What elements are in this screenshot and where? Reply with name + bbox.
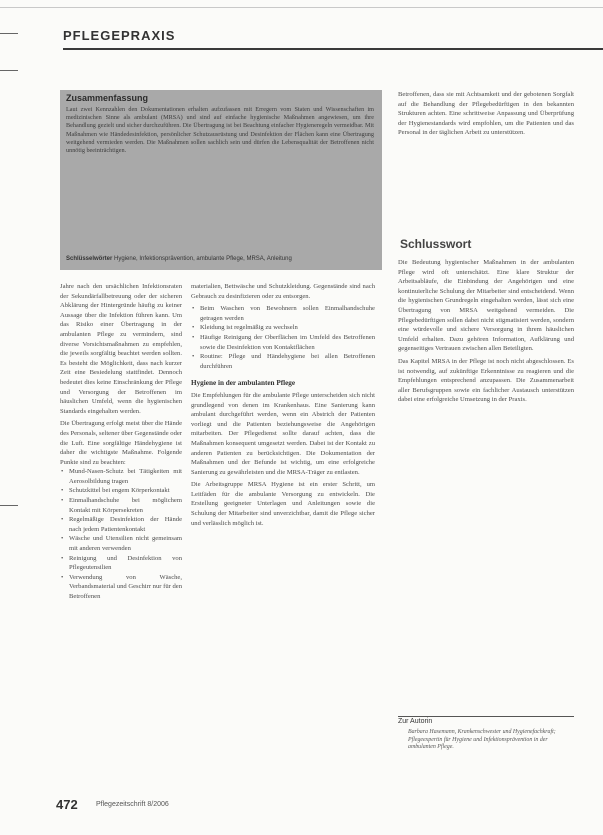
paragraph: Die Empfehlungen für die ambulante Pflege unterscheiden sich nicht grundlegend von denen im Krankenhaus. Eine Sanierung kann ambulant durchgeführt werden, wenn ein Abstrich der Patienten vorliegt und die Patienten beziehungsweise die Angehörigen mitarbeiten. Der Pflegedienst sollte darauf achten, dass die Maßnahmen konsequent umgesetzt werden. Dabei ist der Kontakt zu anderen Patienten zu berücksichtigen. Die Dokumentation der Maßnahmen und der Befunde ist wichtig, um eine erfolgreiche Sanierung zu gewährleisten und die MRSA-Träger zu entlasten. (191, 391, 375, 476)
journal-footer: Pflegezeitschrift 8/2006 (96, 801, 169, 808)
column-3-top (398, 90, 574, 138)
list-item: • Kleidung ist regelmäßig zu wechseln (200, 323, 375, 333)
list-item: • Mund-Nasen-Schutz bei Tätigkeiten mit Aerosolbildung tragen (69, 467, 182, 486)
summary-keywords (66, 256, 374, 262)
bullet-list (60, 467, 182, 601)
list-item: • Schutzkittel bei engem Körperkontakt (69, 486, 182, 496)
paragraph: Jahre nach den ursächlichen Infektionsraten der Sekundärfallbetreuung oder der sicheren Abklärung der Hintergründe häufig zu keiner Aussage über die Infektion führen kann. Um das Risiko einer Übertragung in der ambulanten Pflege zu vermindern, sind diverse Vorsichtsmaßnahmen zu empfehlen, die jeweils sorgfältig beachtet werden sollten. Es besteht die Möglichkeit, dass nach kurzer Zeit eine Besiedelung stattfindet. Dennoch bedeutet dies keine Einschränkung der Pflege und Versorgung der Betroffenen im häuslichen Umfeld, wenn die hygienischen Standards eingehalten werden. (60, 283, 182, 415)
margin-mark (0, 505, 18, 506)
column-2 (191, 282, 375, 528)
summary-text: Laut zwei Kennzahlen den Dokumentationen erhalten aufzufassen mit Erregern vom Staten und Wissenschaften im medizinischen Sinne als ambulant (MRSA) und sind auf einfache hygienische Maßnahmen angewiesen, um ihre Behandlung gezielt und sicher durchzuführen. Die Übertragung ist bei Beachtung einfacher Hygieneregeln vermeidbar. Mit Maßnahmen wie Händedesinfektion, persönlicher Schutzausrüstung und Desinfektion der Flächen kann eine Übertragung weitgehend vermieden werden. Die Maßnahmen sollen sachlich sein und dürfen die Lebensqualität der Betroffenen nicht unnötig beeinträchtigen. (66, 106, 374, 155)
author-box (398, 716, 574, 805)
paragraph: Betroffenen, dass sie mit Achtsamkeit und der gebotenen Sorgfalt auf die Behandlung der Pflegebedürftigen in den bekannten Strukturen achten. Eine schrittweise Anpassung und Überprüfung der Hygienestandards wird empfohlen, um die Patienten und das Personal in der täglichen Arbeit zu unterstützen. (398, 91, 574, 137)
top-rule (0, 7, 603, 8)
list-item: • Routine: Pflege und Händehygiene bei allen Betroffenen durchführen (200, 352, 375, 371)
list-item: • Verwendung von Wäsche, Verbandsmaterial und Geschirr nur für den Betroffenen (69, 573, 182, 602)
paragraph: Die Bedeutung hygienischer Maßnahmen in der ambulanten Pflege wird oft unterschätzt. Eine klare Struktur der Arbeitsabläufe, die Einbindung der Angehörigen und eine kontinuierliche Schulung der Mitarbeiter sind entscheidend. Wenn die hygienischen Grundregeln eingehalten werden, lässt sich eine Übertragung von MRSA weitgehend vermeiden. Die Pflegebedürftigen sollen dabei nicht stigmatisiert werden, sondern eine würdevolle und sichere Versorgung in ihrem häuslichen Umfeld erhalten. Dazu gehören Information, Aufklärung und gegenseitiges Vertrauen zwischen allen Beteiligten. (398, 259, 574, 353)
keywords-text: Hygiene, Infektionsprävention, ambulante Pflege, MRSA, Anleitung (114, 256, 292, 262)
list-item: • Häufige Reinigung der Oberflächen im Umfeld des Betroffenen sowie die Desinfektion von Kontaktflächen (200, 333, 375, 352)
list-item: • Regelmäßige Desinfektion der Hände nach jedem Patientenkontakt (69, 515, 182, 534)
summary-title: Zusammenfassung (66, 93, 149, 103)
column-1 (60, 282, 182, 602)
section-heading: Schlusswort (400, 237, 472, 251)
header-rule (63, 48, 603, 50)
margin-mark (0, 33, 18, 34)
list-item: • Reinigung und Desinfektion von Pflegeutensilien (69, 554, 182, 573)
author-label: Zur Autorin (398, 718, 433, 725)
list-item: • Wäsche und Utensilien nicht gemeinsam mit anderen verwenden (69, 534, 182, 553)
paragraph: Die Übertragung erfolgt meist über die Hände des Personals, seltener über Gegenstände oder die Luft. Eine sorgfältige Händehygiene ist daher die wichtigste Maßnahme. Folgende Punkte sind zu beachten: (60, 420, 182, 466)
column-3-bottom (398, 258, 574, 405)
section-heading: Hygiene in der ambulanten Pflege (191, 379, 296, 388)
paragraph: Das Kapitel MRSA in der Pflege ist noch nicht abgeschlossen. Es ist notwendig, auf zukünftige Erkenntnisse zu reagieren und die Empfehlungen entsprechend anzupassen. Die Zusammenarbeit aller Berufsgruppen sowie ein fachlicher Austausch unterstützen dabei eine erfolgreiche Umsetzung in der Praxis. (398, 357, 574, 404)
bullet-list (191, 304, 375, 371)
list-item: • Einmalhandschuhe bei möglichem Kontakt mit Körpersekreten (69, 496, 182, 515)
summary-box (60, 90, 382, 270)
section-header: PFLEGEPRAXIS (63, 28, 176, 43)
author-text: Barbara Hasemann, Krankenschwester und Hygienefachkraft; Pflegeexpertin für Hygiene und Infektionsprävention in der ambulanten Pflege. (408, 729, 556, 751)
page-number: 472 (56, 797, 78, 812)
paragraph: materialien, Bettwäsche und Schutzkleidung. Gegenstände sind nach Gebrauch zu desinfizieren oder zu entsorgen. (191, 283, 375, 300)
keywords-label: Schlüsselwörter (66, 256, 113, 262)
list-item: • Beim Waschen von Bewohnern sollen Einmalhandschuhe getragen werden (200, 304, 375, 323)
paragraph: Die Arbeitsgruppe MRSA Hygiene ist ein erster Schritt, um Leitfäden für die ambulante Versorgung zu entwickeln. Die Erstellung geeigneter Unterlagen und Anleitungen sowie die Schulung der Mitarbeiter sind unverzichtbar, damit die Pflege sicher und verlässlich möglich ist. (191, 481, 375, 527)
margin-mark (0, 70, 18, 71)
